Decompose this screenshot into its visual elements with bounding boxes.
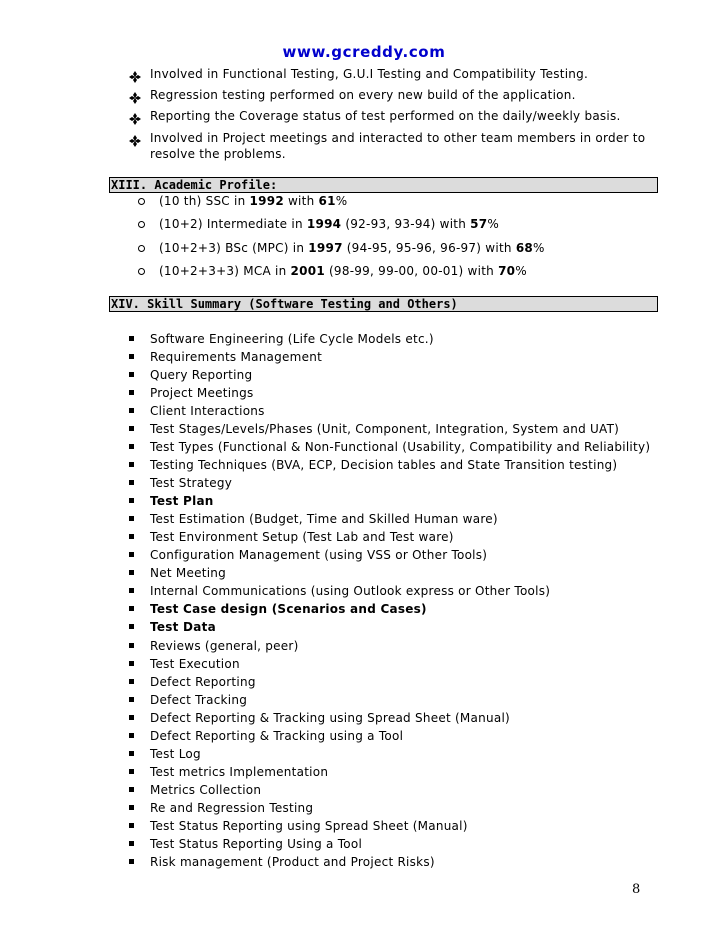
academic-item-pct: 57 — [470, 217, 488, 231]
skill-item: Test Log — [150, 747, 201, 761]
skill-item: Test Status Reporting Using a Tool — [150, 837, 363, 851]
diamond-bullet-icon — [129, 89, 141, 101]
academic-item-year: 1992 — [249, 194, 284, 208]
square-bullet-icon — [129, 516, 134, 521]
academic-item — [159, 193, 347, 209]
skill-item: Defect Reporting & Tracking using a Tool — [150, 729, 404, 743]
academic-item-post: % — [335, 194, 348, 208]
square-bullet-icon — [129, 498, 134, 503]
square-bullet-icon — [129, 426, 134, 431]
diamond-bullet-icon — [129, 68, 141, 80]
square-bullet-icon — [129, 769, 134, 774]
skill-item: Test Estimation (Budget, Time and Skilled Human ware) — [150, 512, 498, 526]
square-bullet-icon — [129, 805, 134, 810]
diamond-bullet-icon — [129, 132, 141, 144]
circle-bullet-icon — [138, 198, 145, 205]
skill-item: Internal Communications (using Outlook express or Other Tools) — [150, 584, 551, 598]
academic-item — [159, 216, 499, 232]
academic-item-pre: (10+2+3) BSc (MPC) in — [159, 241, 309, 255]
square-bullet-icon — [129, 408, 134, 413]
square-bullet-icon — [129, 624, 134, 629]
square-bullet-icon — [129, 715, 134, 720]
square-bullet-icon — [129, 661, 134, 666]
skill-summary-heading: XIV. Skill Summary (Software Testing and Others) — [109, 296, 658, 312]
skill-item: Test Plan — [150, 494, 214, 508]
skill-item: Risk management (Product and Project Risks) — [150, 855, 435, 869]
academic-item-mid: (94-95, 95-96, 96-97) with — [342, 241, 516, 255]
circle-bullet-icon — [138, 245, 145, 252]
square-bullet-icon — [129, 354, 134, 359]
academic-item-pre: (10+2) Intermediate in — [159, 217, 307, 231]
page-number: 8 — [632, 882, 641, 897]
square-bullet-icon — [129, 588, 134, 593]
skill-item: Reviews (general, peer) — [150, 639, 299, 653]
site-header: www.gcreddy.com — [282, 43, 446, 61]
responsibility-item: Regression testing performed on every new build of the application. — [150, 88, 576, 102]
skill-item: Testing Techniques (BVA, ECP, Decision tables and State Transition testing) — [150, 458, 618, 472]
academic-item-mid: (92-93, 93-94) with — [341, 217, 471, 231]
skill-item: Test Strategy — [150, 476, 233, 490]
academic-item-year: 1997 — [308, 241, 343, 255]
academic-item-post: % — [487, 217, 500, 231]
square-bullet-icon — [129, 534, 134, 539]
square-bullet-icon — [129, 372, 134, 377]
responsibility-item: Involved in Functional Testing, G.U.I Testing and Compatibility Testing. — [150, 67, 589, 81]
skill-item: Defect Reporting — [150, 675, 256, 689]
square-bullet-icon — [129, 444, 134, 449]
skill-item: Test Status Reporting using Spread Sheet (Manual) — [150, 819, 468, 833]
square-bullet-icon — [129, 859, 134, 864]
square-bullet-icon — [129, 751, 134, 756]
square-bullet-icon — [129, 643, 134, 648]
square-bullet-icon — [129, 841, 134, 846]
responsibility-item: Involved in Project meetings and interacted to other team members in order to — [150, 131, 646, 145]
academic-item-year: 1994 — [306, 217, 342, 231]
responsibility-item: Reporting the Coverage status of test performed on the daily/weekly basis. — [150, 109, 621, 123]
square-bullet-icon — [129, 606, 134, 611]
skill-item: Net Meeting — [150, 566, 227, 580]
academic-item-post: % — [515, 264, 527, 278]
square-bullet-icon — [129, 733, 134, 738]
skill-item: Client Interactions — [150, 404, 265, 418]
skill-item: Configuration Management (using VSS or Other Tools) — [150, 548, 488, 562]
skill-item: Test Types (Functional & Non-Functional (Usability, Compatibility and Reliability) — [150, 440, 651, 454]
skill-item: Requirements Management — [150, 350, 323, 364]
skill-item: Test Execution — [150, 657, 240, 671]
square-bullet-icon — [129, 679, 134, 684]
skill-item: Query Reporting — [150, 368, 253, 382]
square-bullet-icon — [129, 480, 134, 485]
skill-item: Re and Regression Testing — [150, 801, 314, 815]
skill-item: Test Case design (Scenarios and Cases) — [150, 602, 427, 616]
academic-item-pct: 70 — [498, 264, 516, 278]
academic-profile-heading: XIII. Academic Profile: — [109, 177, 658, 193]
skill-item: Project Meetings — [150, 386, 254, 400]
skill-item: Test Stages/Levels/Phases (Unit, Component, Integration, System and UAT) — [150, 422, 620, 436]
academic-item-mid: (98-99, 99-00, 00-01) with — [324, 264, 499, 278]
academic-item — [159, 240, 545, 256]
skill-item: Defect Tracking — [150, 693, 248, 707]
square-bullet-icon — [129, 697, 134, 702]
academic-item-pre: (10+2+3+3) MCA in — [159, 264, 291, 278]
academic-item — [159, 263, 527, 279]
academic-item-pre: (10 th) SSC in — [159, 194, 250, 208]
skill-item: Test Environment Setup (Test Lab and Test ware) — [150, 530, 454, 544]
skill-item: Test Data — [150, 620, 216, 634]
skill-item: Software Engineering (Life Cycle Models etc.) — [150, 332, 434, 346]
skill-item: Metrics Collection — [150, 783, 262, 797]
academic-item-year: 2001 — [290, 264, 325, 278]
square-bullet-icon — [129, 390, 134, 395]
academic-item-pct: 61 — [318, 194, 336, 208]
responsibility-item-continued: resolve the problems. — [150, 147, 286, 161]
diamond-bullet-icon — [129, 110, 141, 122]
square-bullet-icon — [129, 552, 134, 557]
square-bullet-icon — [129, 336, 134, 341]
square-bullet-icon — [129, 787, 134, 792]
skill-item: Test metrics Implementation — [150, 765, 329, 779]
skill-item: Defect Reporting & Tracking using Spread Sheet (Manual) — [150, 711, 510, 725]
square-bullet-icon — [129, 462, 134, 467]
square-bullet-icon — [129, 570, 134, 575]
academic-item-post: % — [533, 241, 545, 255]
academic-item-pct: 68 — [515, 241, 534, 255]
circle-bullet-icon — [138, 268, 145, 275]
circle-bullet-icon — [138, 221, 145, 228]
square-bullet-icon — [129, 823, 134, 828]
academic-item-mid: with — [283, 194, 319, 208]
